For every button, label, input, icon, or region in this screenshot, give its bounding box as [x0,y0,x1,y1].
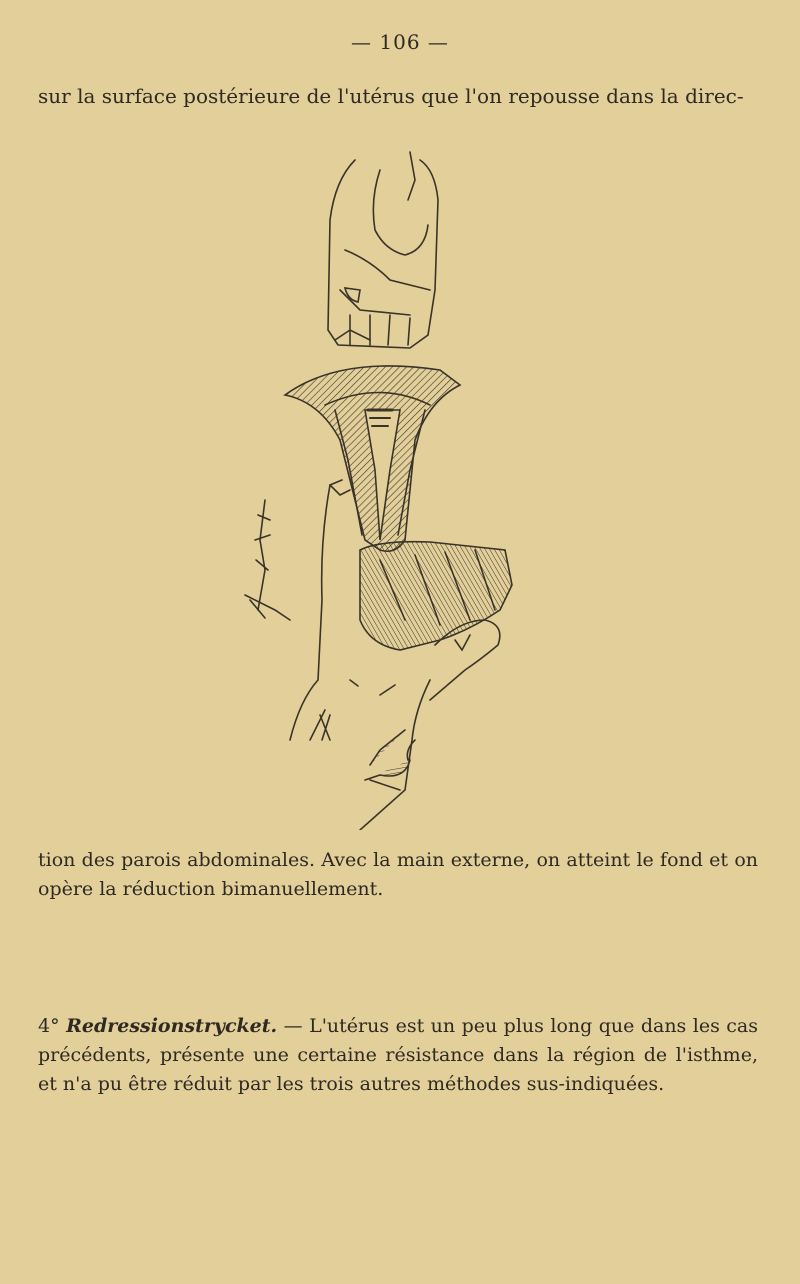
section-4-paragraph [38,1012,758,1099]
hand-uterus-figure [230,140,530,830]
paragraph-2: tion des parois abdominales. Avec la main externe, on atteint le fond et on opère la réduction bimanuellement. [38,849,758,900]
section-heading: Redressionstrycket. [66,1015,278,1037]
paragraph-1: sur la surface postérieure de l'utérus que l'on repousse dans la direc- [38,84,744,108]
section-text: L'utérus est un peu plus long que dans les cas précédents, présente une certaine résistance dans la région de l'isthme, et n'a pu être réduit par les trois autres méthodes sus-indiquées. [38,1015,759,1095]
anatomical-illustration [230,140,530,830]
section-dash: — [277,1015,310,1037]
section-number: 4° [38,1015,60,1037]
page-number: — 106 — [351,30,449,54]
